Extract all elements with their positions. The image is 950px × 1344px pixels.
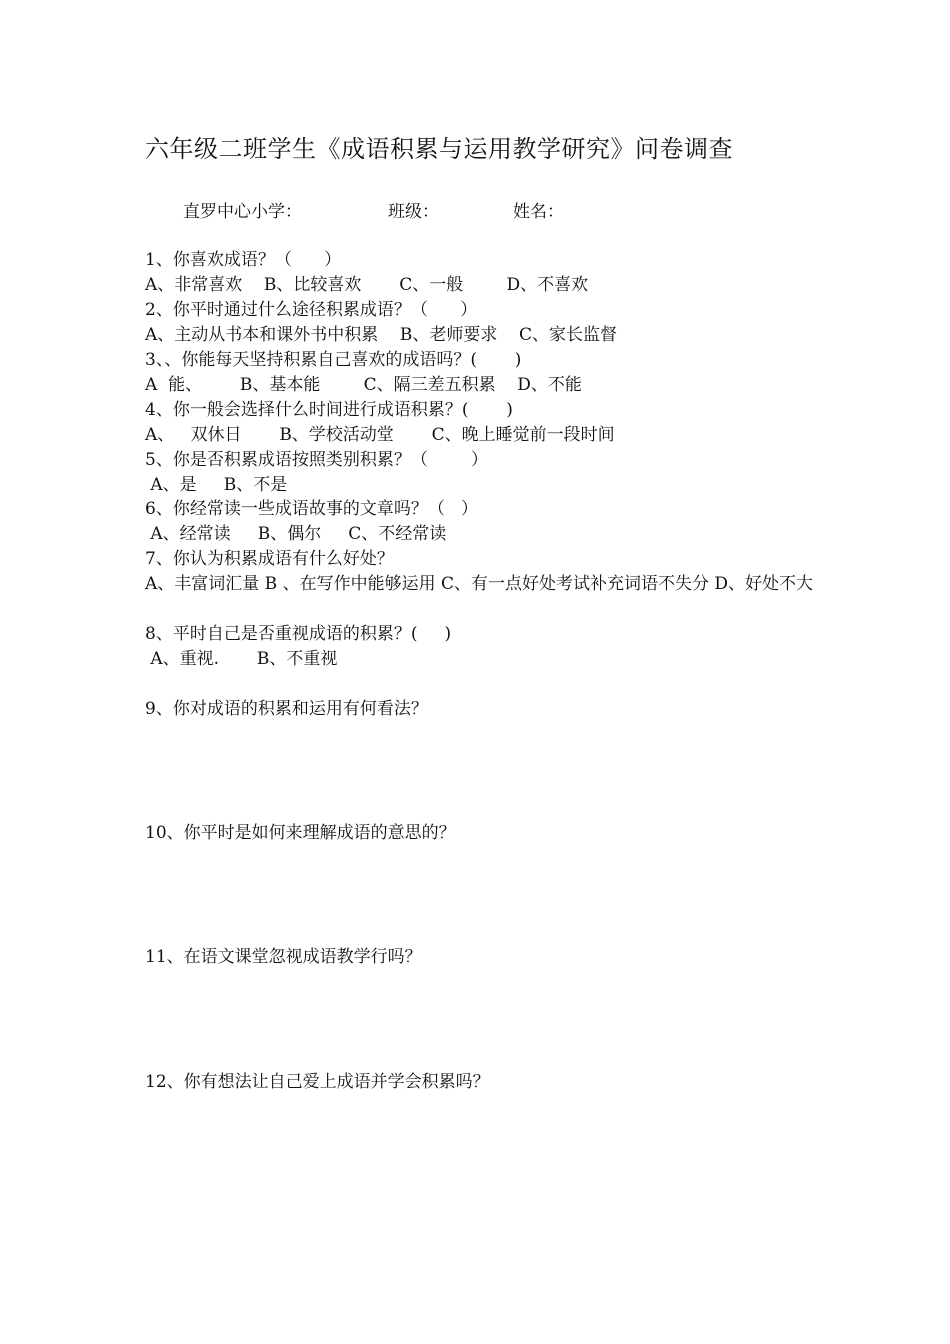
question-3-options: A 能、 B、基本能 C、隔三差五积累 D、不能 [145,375,582,395]
question-8-options: A、重视. B、不重视 [145,649,338,669]
school-field-label: 直罗中心小学： [183,202,302,222]
question-5-options: A、是 B、不是 [145,475,288,495]
question-3: 3、、你能每天坚持积累自己喜欢的成语吗？( ) [145,350,522,370]
question-9: 9、你对成语的积累和运用有何看法？ [145,699,428,719]
question-2-options: A、主动从书本和课外书中积累 B、老师要求 C、家长监督 [145,325,618,345]
question-4-options: A、 双休日 B、学校活动堂 C、晚上睡觉前一段时间 [145,425,615,445]
question-6-options: A、经常读 B、偶尔 C、不经常读 [145,524,447,544]
question-4: 4、你一般会选择什么时间进行成语积累？( ) [145,400,513,420]
question-1-options: A、非常喜欢 B、比较喜欢 C、一般 D、不喜欢 [145,275,589,295]
question-7: 7、你认为积累成语有什么好处？ [145,549,394,569]
question-12: 12、你有想法让自己爱上成语并学会积累吗？ [145,1072,490,1092]
question-7-options: A、丰富词汇量 B 、在写作中能够运用 C、有一点好处考试补充词语不失分 D、好处不大 [145,574,814,594]
question-1: 1、你喜欢成语？（ ） [145,250,342,270]
question-8: 8、平时自己是否重视成语的积累？( ) [145,624,452,644]
page-title: 六年级二班学生《成语积累与运用教学研究》问卷调查 [145,135,733,163]
name-field-label: 姓名： [513,202,564,222]
question-5: 5、你是否积累成语按照类别积累？（ ） [145,450,489,470]
question-10: 10、你平时是如何来理解成语的意思的？ [145,823,456,843]
class-field-label: 班级： [388,202,439,222]
question-11: 11、在语文课堂忽视成语教学行吗？ [145,947,422,967]
question-6: 6、你经常读一些成语故事的文章吗？（ ） [145,499,479,519]
question-2: 2、你平时通过什么途径积累成语？（ ） [145,300,478,320]
